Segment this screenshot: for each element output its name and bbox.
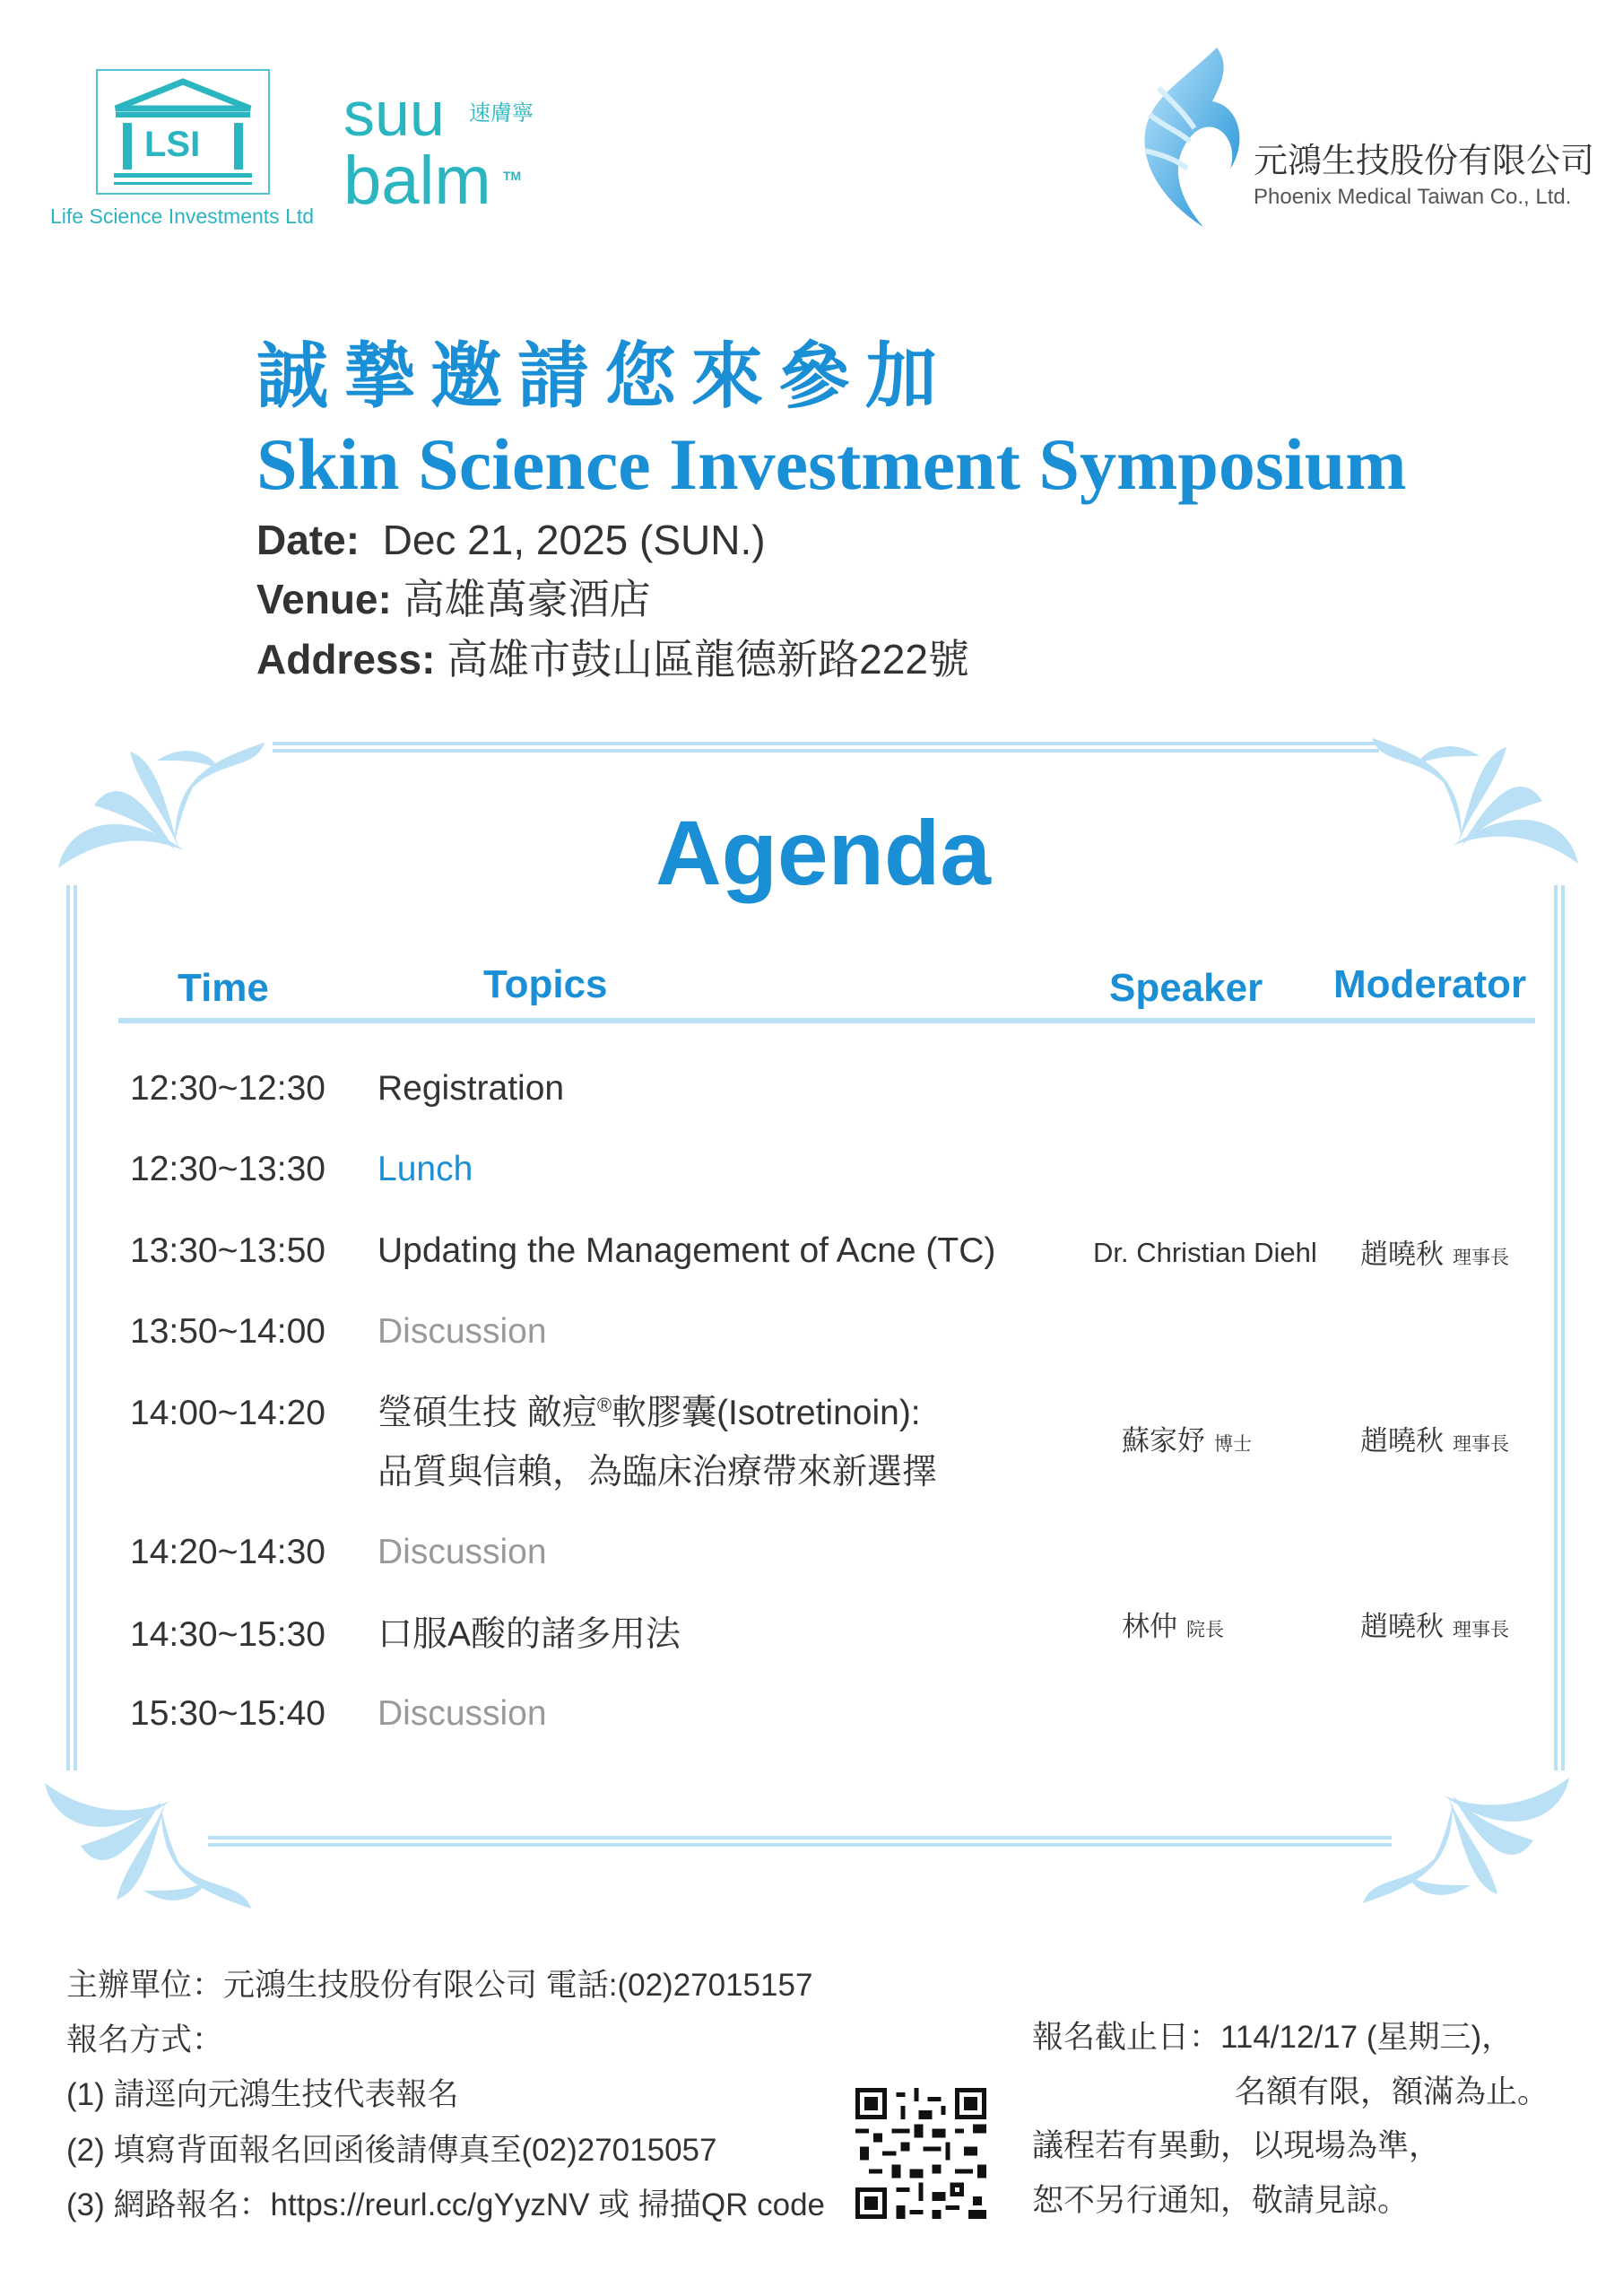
row-time: 12:30~12:30 (130, 1069, 325, 1108)
moderator-name: 趙曉秋 (1360, 1611, 1444, 1642)
phoenix-wing-icon (1132, 43, 1266, 231)
row-time: 14:20~14:30 (130, 1533, 325, 1571)
suubalm-line2: balm (343, 143, 491, 219)
lsi-caption: Life Science Investments Ltd (50, 204, 315, 228)
moderator-name: 趙曉秋 (1360, 1425, 1444, 1457)
address-label: Address: (256, 636, 436, 683)
topic-part: 軟膠囊(Isotretinoin): (612, 1394, 921, 1432)
limited-seats: 名額有限，額滿為止。 (1235, 2074, 1549, 2109)
row-moderator (1360, 1238, 1509, 1271)
frame-bottom-line (208, 1836, 1392, 1847)
topic-part: 瑩碩生技 敵痘 (378, 1394, 597, 1432)
signup-label: 報名方式： (66, 2022, 224, 2057)
row-topic: Registration (378, 1069, 565, 1108)
row-time: 12:30~13:30 (130, 1150, 325, 1188)
lsi-mark: LSI (144, 125, 201, 164)
lsi-logo (96, 69, 270, 195)
speaker-name: 蘇家妤 (1122, 1425, 1205, 1457)
agenda-title: Agenda (655, 802, 992, 904)
suubalm-line1: suu (343, 79, 445, 149)
moderator-title: 理事長 (1453, 1434, 1509, 1455)
corner-ornament-bottom-right (1354, 1760, 1587, 1921)
row-speaker: Dr. Christian Diehl (1093, 1237, 1317, 1268)
row-speaker (1122, 1610, 1224, 1643)
invite-heading: 誠摯邀請您來參加 (256, 336, 952, 416)
row-moderator (1360, 1424, 1509, 1457)
row-topic-line2: 品質與信賴，為臨床治療帶來新選擇 (378, 1453, 938, 1492)
moderator-title: 理事長 (1453, 1248, 1509, 1268)
registered-mark: ® (596, 1394, 612, 1416)
date-label: Date: (256, 517, 360, 563)
header-divider (118, 1018, 1535, 1023)
frame-left-line (66, 885, 77, 1770)
row-speaker (1122, 1424, 1252, 1457)
signup-method-1: (1) 請逕向元鴻生技代表報名 (66, 2077, 459, 2112)
row-time: 14:00~14:20 (130, 1394, 325, 1432)
row-topic: Discussion (378, 1312, 547, 1351)
row-moderator (1360, 1610, 1509, 1643)
row-time: 13:30~13:50 (130, 1231, 325, 1270)
event-date (256, 515, 766, 565)
event-address (256, 634, 969, 684)
moderator-name: 趙曉秋 (1360, 1239, 1444, 1270)
column-header-moderator: Moderator (1333, 962, 1527, 1006)
symposium-title: Skin Science Investment Symposium (256, 423, 1407, 505)
phoenix-english-name: Phoenix Medical Taiwan Co., Ltd. (1254, 185, 1572, 209)
moderator-title: 理事長 (1453, 1620, 1509, 1640)
column-header-topics: Topics (483, 962, 608, 1006)
suubalm-logo (343, 79, 568, 219)
column-header-speaker: Speaker (1109, 966, 1263, 1010)
tm-mark: TM (503, 169, 522, 183)
venue-value: 高雄萬豪酒店 (403, 576, 651, 622)
change-notice-1: 議程若有異動，以現場為準， (1032, 2128, 1441, 2163)
row-topic: 口服A酸的諸多用法 (378, 1615, 681, 1654)
speaker-title: 博士 (1214, 1434, 1252, 1455)
address-value: 高雄市鼓山區龍德新路222號 (447, 636, 969, 683)
signup-method-2: (2) 填寫背面報名回函後請傳真至(02)27015057 (66, 2133, 717, 2168)
suubalm-chinese: 速膚寧 (469, 101, 534, 126)
column-header-time: Time (178, 966, 269, 1010)
phoenix-chinese-name: 元鴻生技股份有限公司 (1254, 143, 1595, 180)
corner-ornament-bottom-left (27, 1765, 260, 1926)
speaker-title: 院長 (1186, 1620, 1224, 1640)
signup-method-3[interactable]: (3) 網路報名：https://reurl.cc/gYyzNV 或 掃描QR code (66, 2187, 826, 2222)
qr-code-icon[interactable] (855, 2088, 986, 2219)
frame-right-line (1554, 885, 1565, 1770)
row-topic: Discussion (378, 1694, 547, 1733)
row-topic: Lunch (378, 1150, 473, 1188)
row-time: 15:30~15:40 (130, 1694, 325, 1733)
row-time: 14:30~15:30 (130, 1615, 325, 1654)
date-value: Dec 21, 2025 (SUN.) (382, 517, 766, 563)
row-topic: Discussion (378, 1533, 547, 1571)
row-time: 13:50~14:00 (130, 1312, 325, 1351)
row-topic (378, 1393, 921, 1435)
row-topic: Updating the Management of Acne (TC) (378, 1231, 996, 1270)
frame-top-line (273, 742, 1379, 752)
organizer-info: 主辦單位：元鴻生技股份有限公司 電話:(02)27015157 (66, 1968, 813, 2003)
signup-deadline: 報名截止日：114/12/17 (星期三)， (1032, 2020, 1514, 2055)
event-venue (256, 574, 651, 624)
change-notice-2: 恕不另行通知，敬請見諒。 (1032, 2183, 1410, 2218)
speaker-name: 林仲 (1122, 1611, 1177, 1642)
venue-label: Venue: (256, 576, 392, 622)
